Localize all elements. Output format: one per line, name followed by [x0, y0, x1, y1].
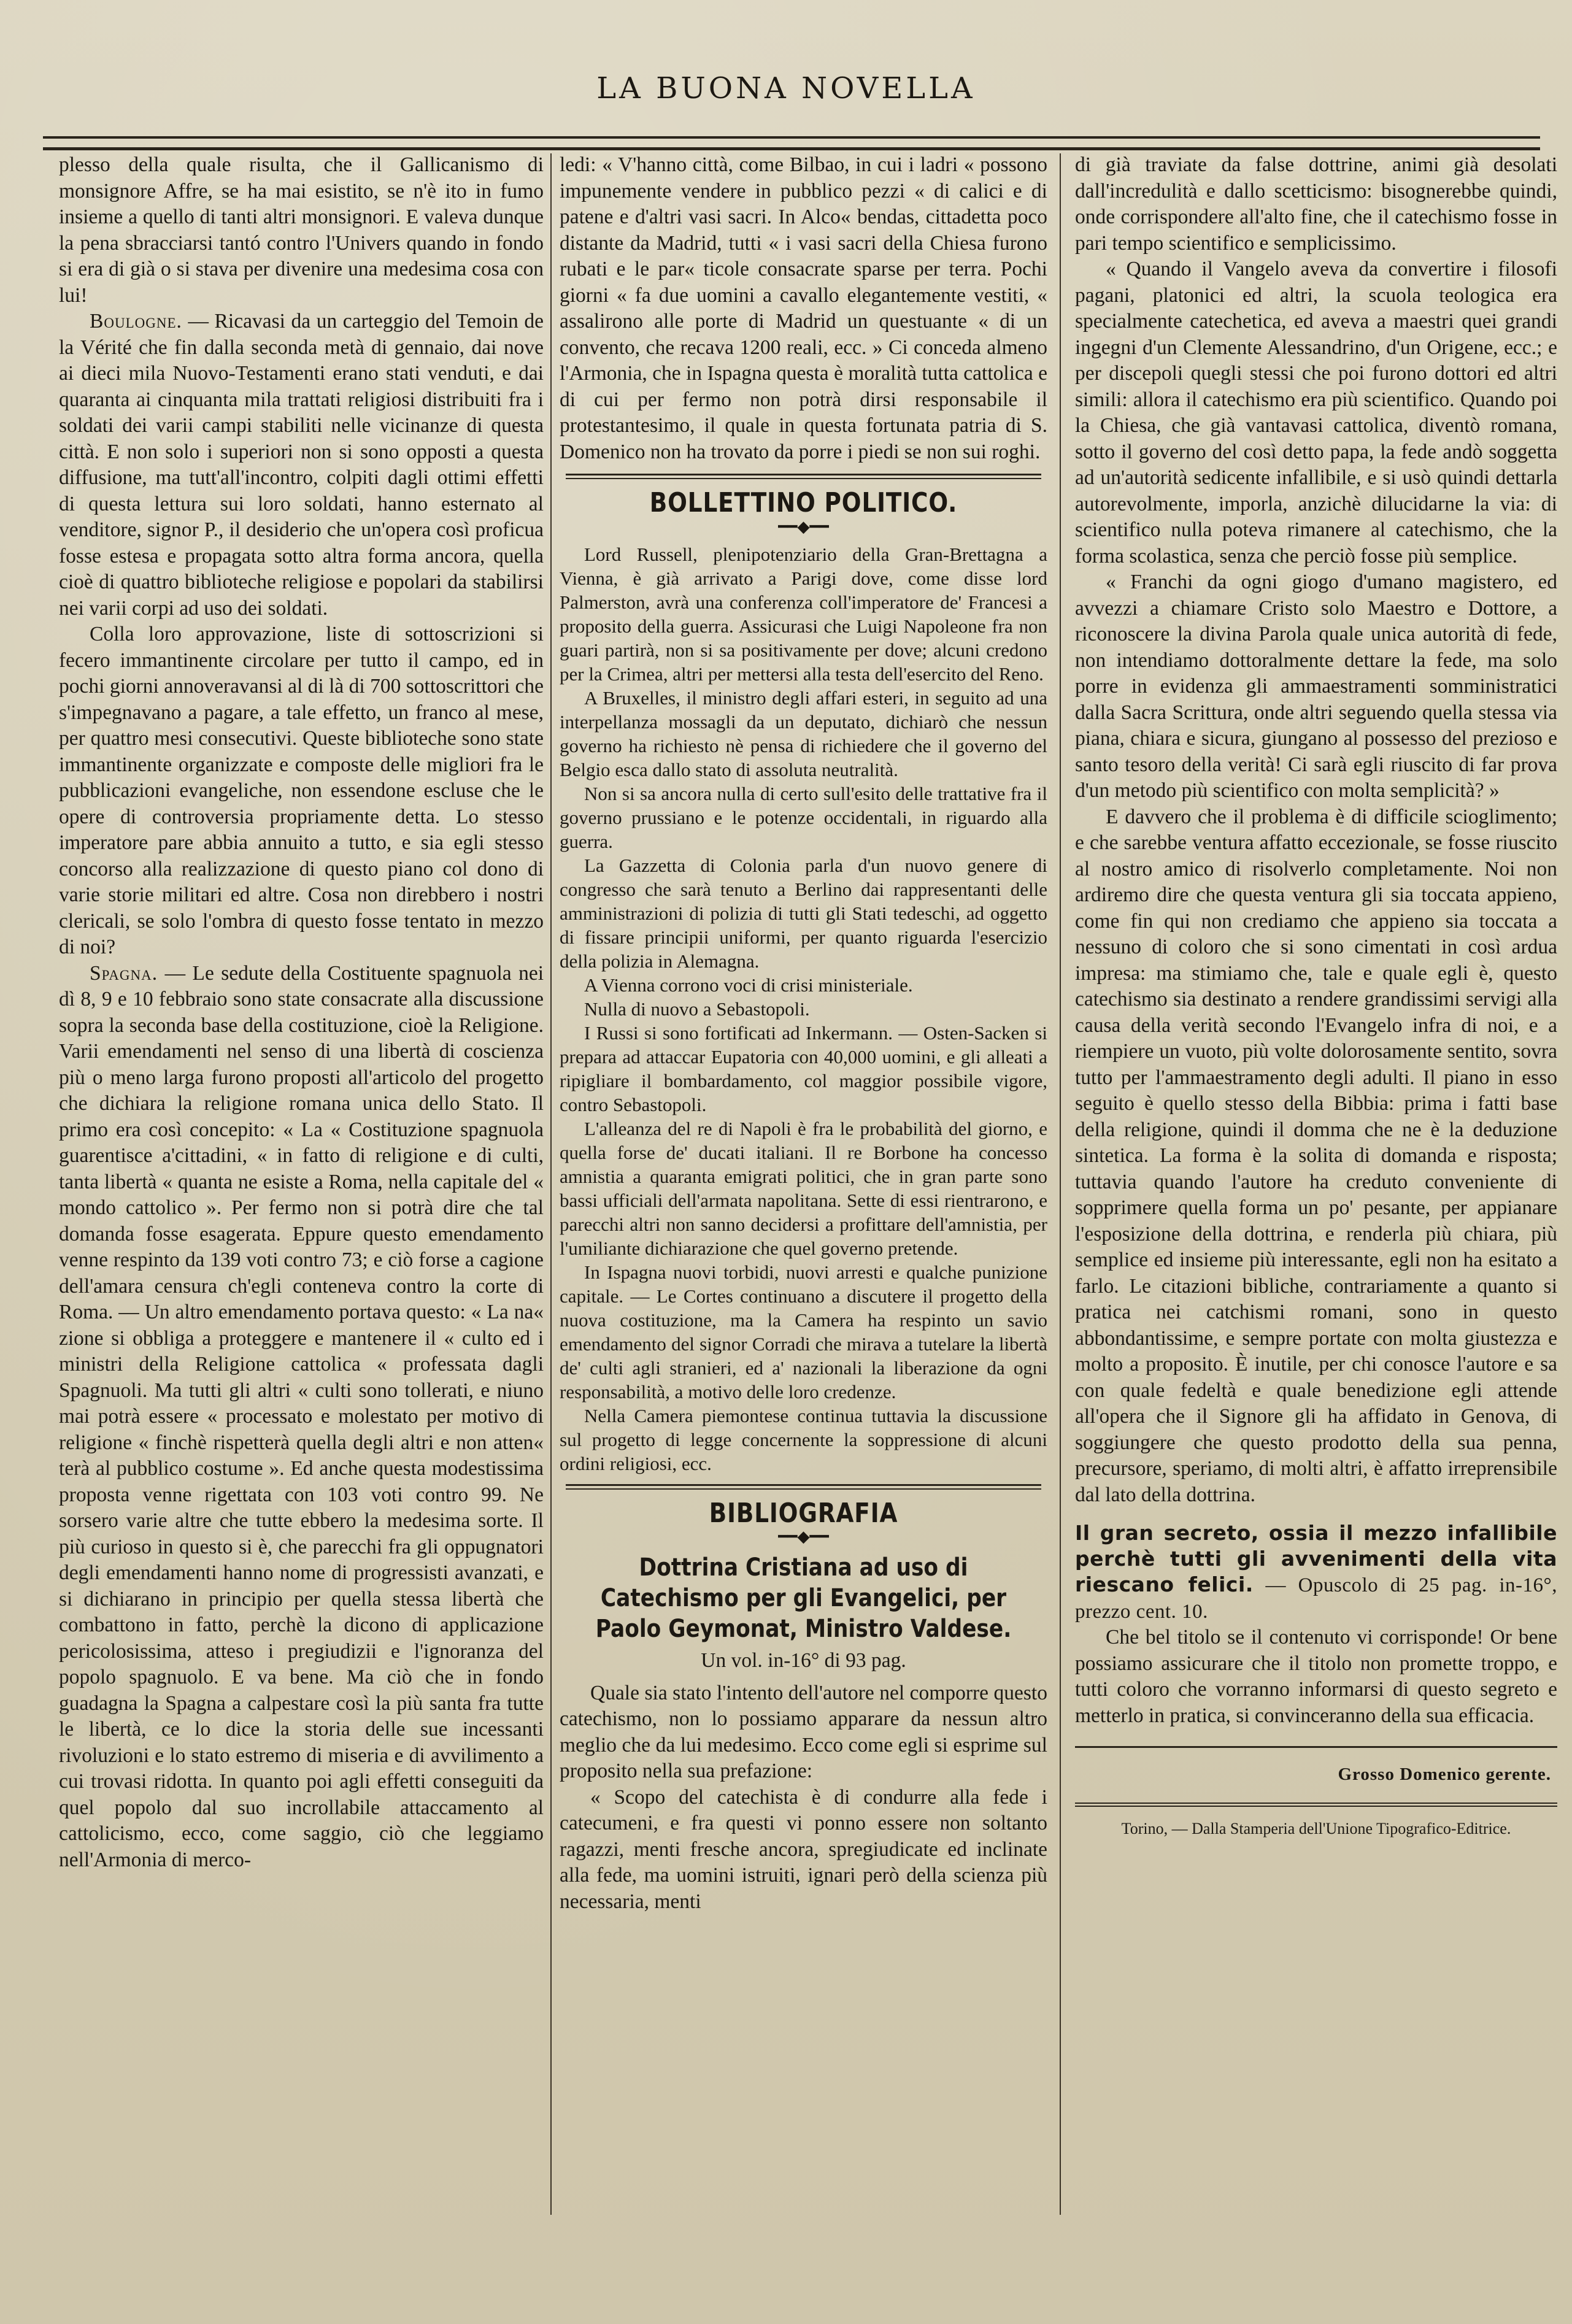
- dateline-spagna: Spagna.: [90, 961, 158, 985]
- column-divider-2: [1060, 153, 1061, 2215]
- book-details: Un vol. in-16° di 93 pag.: [701, 1649, 906, 1672]
- bulletin-item: Non si sa ancora nulla di certo sull'esito delle trattative fra il governo prussiano e le potenze occidentali, in riguardo alla guerra.: [560, 782, 1047, 852]
- footer-rule: [1075, 1746, 1557, 1748]
- pamphlet-title: Il gran secreto, ossia il mezzo infallibile perchè tutti gli avvenimenti della vita riescano felici.: [1075, 1521, 1557, 1596]
- bulletin-section: [560, 542, 1047, 1476]
- bulletin-item: I Russi si sono fortificati ad Inkermann. — Osten-Sacken si prepara ad attaccar Eupatoria con 40,000 uomini, e gli alleati a ripigliare il bombardamento, col maggior possibile vigore, contro Sebastopoli.: [560, 1022, 1047, 1115]
- review-paragraph: E davvero che il problema è di difficile scioglimento; e che sarebbe ventura affatto eccezionale, se fosse riuscito al nostro amico di risolverlo completamente. Noi non ardiremo dire che questa ventura gli sia toccata appieno, come fin qui non crediamo che appieno sia toccata a nessuno di coloro che si sono cimentati in così ardua impresa: ma stimiamo che, tale e quale egli è, questo catechismo sia destinato a rendere grandissimi servigi alla causa della verità secondo l'Evangelo infra di noi, e a riempiere un vuoto, più volte dolorosamente sentito, sovra tutto per l'ammaestramento degli adulti. Il piano in esso seguito è quello stesso della Bibbia: prima i fatti base della religione, quindi il domma che ne è la deduzione sintetica. La forma è la solita di domanda e risposta; tuttavia quando l'autore ha creduto conveniente di sopprimere quella forma un po' pesante, per appianare l'esposizione della dottrina, e renderla più chiara, più semplice ed insieme più interessante, egli non ha esitato a farlo. Le citazioni bibliche, contrariamente a quanto si pratica nei catchismi romani, sono in questo abbondantissime, e sempre portate con molta giustezza e molto a proposito. È inutile, per chi conosce l'autore e sa con quale fedeltà e quale benedizione egli attende all'opera che il Signore gli ha affidato in Genova, di soggiungere che questo prodotto della sua penna, precursore, speriamo, di molti altri, è affatto irreprensibile dal lato della dottrina.: [1075, 805, 1557, 1506]
- article-paragraph-boulogne: [59, 309, 544, 621]
- column-2: [560, 152, 1047, 2220]
- article-paragraph: ledi: « V'hanno città, come Bilbao, in cui i ladri « possono impunemente vendere in pubblico pezzi « di calici e di patene e d'altri vasi sacri. In Alco« bendas, cittadetta poco distante da Madrid, tutti « i vasi sacri della Chiesa furono rubati e le par« ticole consacrate sparse per terra. Pochi giorni « fa due uomini a cavallo elegantemente vestiti, « assalirono alle porte di Madrid un questuante « di un convento, che recava 1200 reali, ecc. » Ci conceda almeno l'Armonia, che in Ispagna questa è moralità tutta cattolica e di cui per fermo non potrà dirsi responsabile il protestantesimo, il quale in questa fortunata patria di S. Domenico non ha trovato da porre i piedi se non sui roghi.: [560, 153, 1047, 463]
- review-paragraph: Quale sia stato l'intento dell'autore nel comporre questo catechismo, non lo possiamo apparare da nessun altro meglio che da lui medesimo. Ecco come egli si esprime sul proposito nella sua prefazione:: [560, 1681, 1047, 1782]
- article-paragraph-spagna: [59, 961, 544, 1874]
- section-heading-bibliografia: BIBLIOGRAFIA: [709, 1497, 898, 1529]
- paragraph-text: — Ricavasi da un carteggio del Temoin de la Vérité che fin dalla seconda metà di gennaio, dai nove ai dieci mila Nuovo-Testamenti erano stati venduti, e dai quaranta ai cinquanta mila trattati religiosi distribuiti fra i soldati dei varii campi stabiliti nelle vicinanze di questa città. E non solo i superiori non si sono opposti a questa diffusione, ma tutt'all'incontro, colpiti dagli ottimi effetti di questa lettura sui loro soldati, hanno esternato al venditore, signor P., il desiderio che un'opera così proficua fosse estesa e propagata sotto altra forma ancora, quella cioè di quattro biblioteche religiose e popolari da stabilirsi nei varii corpi ad uso dei soldati.: [59, 310, 544, 620]
- imprint-rule: [1075, 1803, 1557, 1807]
- paragraph-text: — Le sedute della Costituente spagnuola nei dì 8, 9 e 10 febbraio sono state consacrate alla discussione sopra la seconda base della costituzione, cioè la Religione. Varii emendamenti nel senso di una libertà di coscienza più o meno larga furono proposti all'articolo del progetto che dichiara la religione romana unica dello Stato. Il primo era così concepito: « La « Costituzione spagnuola guarentisce a'cittadini, « in fatto di religione e di culti, tanta libertà « quanta ne esiste a Roma, nella capitale del « mondo cattolico ». Per fermo non si potrà dire che tal domanda fosse esagerata. Eppure questo emendamento venne respinto da 139 voti contro 73; e ciò forse a cagione dell'amara censura ch'egli conteneva contro la corte di Roma. — Un altro emendamento portava questo: « La na« zione si obbliga a proteggere e mantenere il « culto ed i ministri della Religione cattolica « professata dagli Spagnuoli. Ma tutti gli altri « culti sono tollerati, e niuno mai potrà essere « processato e molestato per motivo di religione « finchè rispetterà quella degli altri e non atten« terà al pubblico costume ». Ed anche questa modestissima proposta venne rigettata con 103 voti contro 99. Ne sorsero varie altre che tutte ebbero la medesima sorte. Il più curioso in questo si è, che parecchi fra gli oppugnatori degli emendamenti hanno nome di progressisti avanzati, e si dichiarano in principio per quella stessa libertà che combattono in fatto, perchè la dicono di applicazione pericolosissima, atteso i pregiudizii e l'ignoranza del popolo spagnuolo. E va bene. Ma ciò che in fondo guadagna la Spagna a calpestare così la più santa fra tutte le libertà, ce lo dice la storia delle sue incessanti rivoluzioni e lo stato estremo di miseria e di avvilimento a cui trovasi ridotta. In quanto poi agli effetti conseguiti da quel popolo dal suo incrollabile attaccamento al cattolicismo, ecco, come saggio, ciò che leggiamo nell'Armonia di merco-: [59, 961, 544, 1871]
- column-3: [1075, 152, 1557, 2220]
- column-divider-1: [550, 153, 552, 2215]
- review-paragraph: Che bel titolo se il contenuto vi corrisponde! Or bene possiamo assicurare che il titolo non promette troppo, e tutti coloro che vorranno informarsi di questo segreto e metterlo in pratica, si convinceranno della sua efficacia.: [1075, 1626, 1557, 1727]
- bulletin-item: La Gazzetta di Colonia parla d'un nuovo genere di congresso che sarà tenuto a Berlino dai rappresentanti delle amministrazioni di polizia di tutti gli Stati tedeschi, ad oggetto di fissare principii uniformi, per quanto riguarda l'esercizio della polizia in Alemagna.: [560, 854, 1047, 972]
- bulletin-item: L'alleanza del re di Napoli è fra le probabilità del giorno, e quella forse de' ducati italiani. Il re Borbone ha concesso amnistia a quaranta emigrati politici, che in gran parte sono bassi ufficiali dell'armata napolitana. Sette di essi rientrarono, e parecchi altri non sanno decidersi a profittare dell'amnistia, per l'umiliante dichiarazione che quel governo pretende.: [560, 1117, 1047, 1259]
- flourish-ornament: ━━◆━━: [778, 517, 829, 536]
- bulletin-item: A Bruxelles, il ministro degli affari esteri, in seguito ad una interpellanza mossagli da un deputato, dichiarò che nessun governo ha richiesto nè pensa di richiedere che il governo del Belgio esca dallo stato di assoluta neutralità.: [560, 687, 1047, 780]
- editor-signature: Grosso Domenico gerente.: [1338, 1764, 1551, 1784]
- article-paragraph: Colla loro approvazione, liste di sottoscrizioni si fecero immantinente circolare per tutto il campo, ed in pochi giorni annoveravansi al di là di 700 sottoscrittori che s'impegnavano a pagare, a tale effetto, un franco al mese, per quattro mesi consecutivi. Queste biblioteche sono state immantinente organizzate e composte delle migliori fra le pubblicazioni evangeliche, non essendone escluse che le opere di controversia propriamente detta. Lo stesso imperatore pare abbia annuito a tutto, e sia egli stesso concorso alla realizzazione di questo piano col dono di varie storie militari ed altre. Cosa non direbbero i nostri clericali, se solo l'ombra di questo fosse tentato in mezzo di noi?: [59, 623, 544, 958]
- flourish-ornament: ━━◆━━: [778, 1528, 829, 1545]
- article-paragraph: plesso della quale risulta, che il Gallicanismo di monsignore Affre, se ha mai esistito, se n'è ito in fumo insieme a quello di tanti altri monsignori. E valeva dunque la pena sbracciarsi tantó contro l'Univers quando in fondo si era di già o si stava per divenire una medesima cosa con lui!: [59, 153, 544, 307]
- bulletin-item: Nulla di nuovo a Sebastopoli.: [584, 998, 810, 1020]
- section-rule: [566, 1484, 1041, 1490]
- section-heading-bollettino: BOLLETTINO POLITICO.: [649, 487, 958, 518]
- pamphlet-notice: [1075, 1520, 1557, 1625]
- dateline-boulogne: Boulogne.: [90, 310, 182, 333]
- bulletin-item: Nella Camera piemontese continua tuttavia la discussione sul progetto di legge concernente la soppressione di alcuni ordini religiosi, ecc.: [560, 1404, 1047, 1474]
- printer-imprint: Torino, — Dalla Stamperia dell'Unione Tipografico-Editrice.: [1121, 1819, 1511, 1837]
- masthead-title: LA BUONA NOVELLA: [596, 71, 976, 106]
- review-quote: « Scopo del catechista è di condurre alla fede i catecumeni, e fra questi vi ponno essere non soltanto ragazzi, menti fresche ancora, spregiudicate ed inclinate alla fede, ma uomini istruiti, ignari però della scienza più necessaria, menti: [560, 1785, 1047, 1913]
- bulletin-item: Lord Russell, plenipotenziario della Gran-Brettagna a Vienna, è già arrivato a Parigi dove, come disse lord Palmerston, avrà una conferenza coll'imperatore de' Francesi a proposito della guerra. Assicurasi che Luigi Napoleone fra non guari partirà, non si sa positivamente per dove; alcuni credono per la Crimea, altri per mettersi alla testa dell'esercito del Reno.: [560, 543, 1047, 685]
- bulletin-item: A Vienna corrono voci di crisi ministeriale.: [584, 974, 913, 996]
- masthead-double-rule: [43, 136, 1540, 150]
- review-quote: « Franchi da ogni giogo d'umano magistero, ed avvezzi a chiamare Cristo solo Maestro e Dottore, a riconoscere la divina Parola quale unica autorità di fede, non intendiamo dottoralmente dettare la fede, ma solo porre in evidenza gli ammaestramenti somministratici dalla Sacra Scrittura, onde altri seguendo quella stessa via piana, chiara e sicura, giungano al possesso del prezioso e santo tesoro della verità! Ci sarà egli riuscito di far prova d'un metodo più scientifico con molta semplicità? »: [1075, 571, 1557, 802]
- review-quote: di già traviate da false dottrine, animi già desolati dall'incredulità e dallo scetticismo: bisognerebbe quindi, onde corrispondere all'alto fine, che il catechismo fosse in pari tempo scientifico e semplicissimo.: [1075, 153, 1557, 255]
- book-title: Dottrina Cristiana ad uso di Catechismo per gli Evangelici, per Paolo Geymonat, Ministro Valdese.: [595, 1553, 1012, 1643]
- pamphlet-details: — Opuscolo di 25 pag. in-16°, prezzo cent. 10.: [1075, 1574, 1557, 1623]
- bulletin-item: In Ispagna nuovi torbidi, nuovi arresti e qualche punizione capitale. — Le Cortes continuano a discutere il progetto della nuova costituzione, ma la Camera ha respinto un savio emendamento del signor Corradi che mirava a tutelare la libertà de' culti agli stranieri, ed a' nazionali la liberazione da ogni responsabilità, a motivo delle loro credenze.: [560, 1261, 1047, 1402]
- review-quote: « Quando il Vangelo aveva da convertire i filosofi pagani, platonici ed altri, la scuola teologica era specialmente catechetica, ed aveva a maestri quei grandi ingegni d'un Clemente Alessandrino, d'un Origene, ecc.; e per discepoli quegli stessi che poi furono dottori ed altri simili: allora il catechismo era più scientifico. Quando poi la Chiesa, che già vantavasi cattolica, diventò romana, sotto il governo del così detto papa, la fede andò soggetta ad un'autorità sedicente infallibile, e si usò quindi dettarla autorevolmente, imporla, anzichè dilucidarne la via: di scientifico nulla poteva rimanere al catechismo, che la forma scolastica, senza che perciò fosse più semplice.: [1075, 258, 1557, 568]
- column-1: [59, 152, 544, 2220]
- section-rule: [566, 474, 1041, 479]
